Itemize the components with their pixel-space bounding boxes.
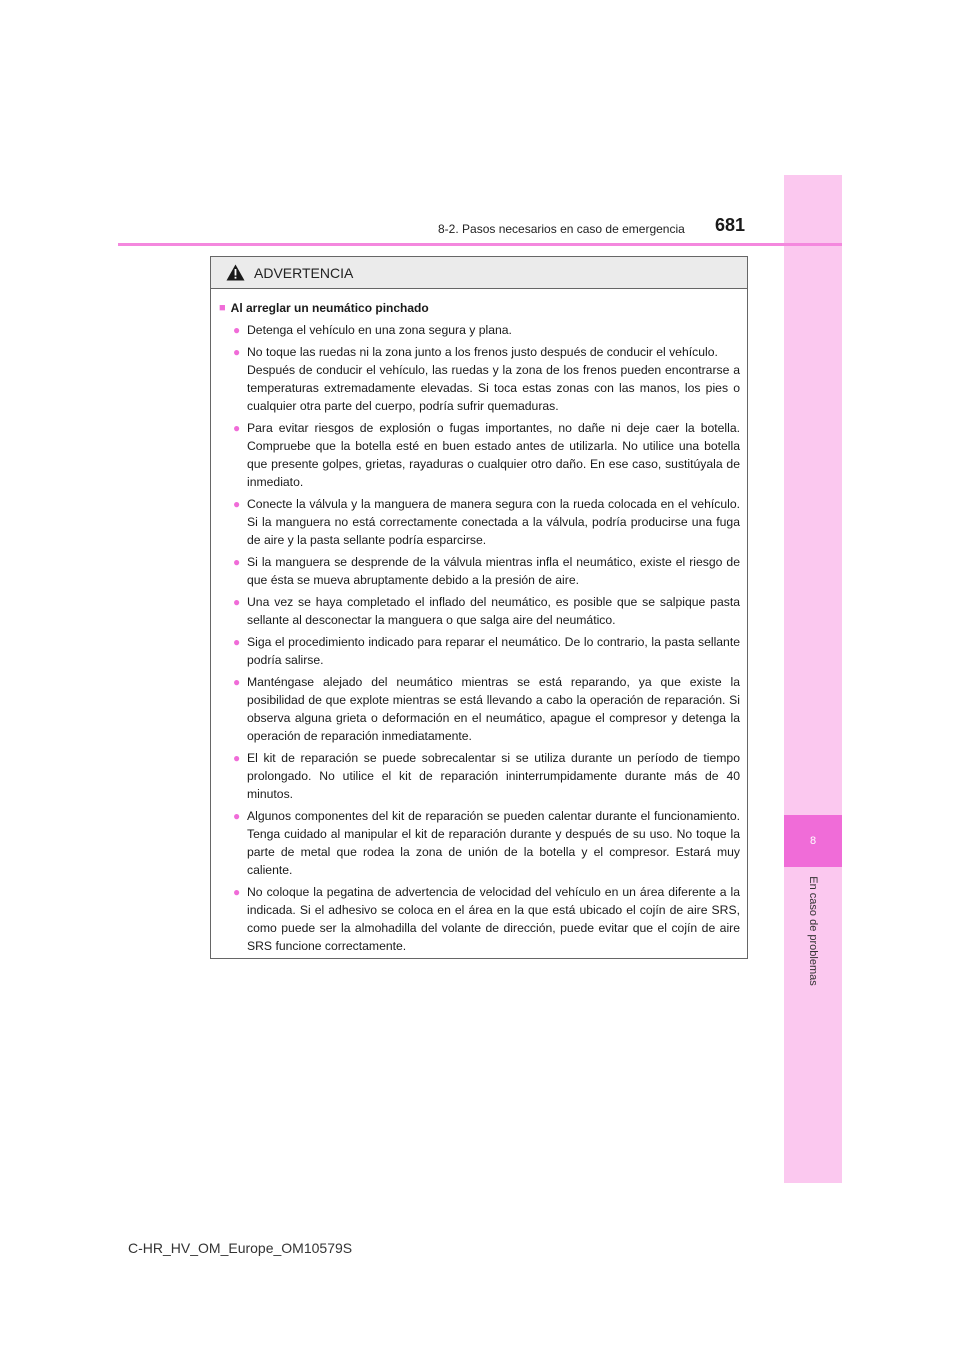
warning-header (211, 257, 747, 289)
document-code: C-HR_HV_OM_Europe_OM10579S (128, 1240, 353, 1256)
circle-bullet-icon: ● (233, 675, 241, 689)
header-divider (118, 243, 842, 246)
list-item: ● Una vez se haya completado el inflado del neumático, es posible que se salpique pasta sellante al desconectar la manguera o que salga aire del neumático. (219, 593, 740, 629)
warning-body (211, 289, 747, 955)
circle-bullet-icon: ● (233, 595, 241, 609)
list-item: ● Conecte la válvula y la manguera de manera segura con la rueda colocada en el vehículo. Si la manguera no está correctamente conectada a la válvula, podría producirse una fuga de aire y la pasta sellante podría esparcirse. (219, 495, 740, 549)
list-item: ● No coloque la pegatina de advertencia de velocidad del vehículo en un área diferente a la indicada. Si el adhesivo se coloca en el área en la que está ubicado el cojín de aire SRS, como puede ser la almohadilla del volante de dirección, puede evitar que el cojín de aire SRS funcione correctamente. (219, 883, 740, 955)
list-item: ● Para evitar riesgos de explosión o fugas importantes, no dañe ni deje caer la botella. Compruebe que la botella esté en buen estado antes de utilizarla. No utilice una botella que presente golpes, grietas, rayaduras o cualquier otro daño. En ese caso, sustitúyala de inmediato. (219, 419, 740, 491)
warning-box (210, 256, 748, 959)
section-title: 8-2. Pasos necesarios en caso de emergencia (438, 222, 685, 236)
warning-title: ADVERTENCIA (254, 264, 354, 281)
warning-subheading-row (219, 299, 740, 317)
circle-bullet-icon: ● (233, 323, 241, 337)
page-number: 681 (715, 215, 746, 235)
circle-bullet-icon: ● (233, 751, 241, 765)
square-bullet-icon: ■ (219, 302, 226, 314)
list-item: ● Siga el procedimiento indicado para reparar el neumático. De lo contrario, la pasta sellante podría salirse. (219, 633, 740, 669)
warning-triangle-icon (226, 264, 245, 281)
list-item: ● Si la manguera se desprende de la válvula mientras infla el neumático, existe el riesgo de que ésta se mueva abruptamente debido a la presión de aire. (219, 553, 740, 589)
circle-bullet-icon: ● (233, 635, 241, 649)
list-item: ● Algunos componentes del kit de reparación se pueden calentar durante el funcionamiento. Tenga cuidado al manipular el kit de reparación durante y después de su uso. No toque la parte de metal que rodea la zona de unión de la botella y el compresor. Estará muy caliente. (219, 807, 740, 879)
circle-bullet-icon: ● (233, 555, 241, 569)
chapter-label: En caso de problemas (807, 876, 819, 986)
warning-subheading: Al arreglar un neumático pinchado (230, 301, 429, 315)
list-item: ● No toque las ruedas ni la zona junto a los frenos justo después de conducir el vehículo. Después de conducir el vehículo, las ruedas y la zona de los frenos pueden encontrarse a temperaturas extremadamente elevadas. Si toca estas zonas con las manos, los pies o cualquier otra parte del cuerpo, podría sufrir quemaduras. (219, 343, 740, 415)
circle-bullet-icon: ● (233, 885, 241, 899)
circle-bullet-icon: ● (233, 345, 241, 359)
chapter-side-tab (784, 175, 842, 1183)
list-item: ● Detenga el vehículo en una zona segura y plana. (219, 321, 740, 339)
circle-bullet-icon: ● (233, 497, 241, 511)
circle-bullet-icon: ● (233, 421, 241, 435)
list-item: ● El kit de reparación se puede sobrecalentar si se utiliza durante un período de tiempo prolongado. No utilice el kit de reparación ininterrumpidamente durante más de 40 minutos. (219, 749, 740, 803)
circle-bullet-icon: ● (233, 809, 241, 823)
chapter-number: 8 (784, 815, 842, 867)
list-item: ● Manténgase alejado del neumático mientras se está reparando, ya que existe la posibilidad de que explote mientras se está llevando a cabo la operación de reparación. Si observa alguna grieta o deformación en el neumático, apague el compresor y detenga la operación de reparación inmediatamente. (219, 673, 740, 745)
